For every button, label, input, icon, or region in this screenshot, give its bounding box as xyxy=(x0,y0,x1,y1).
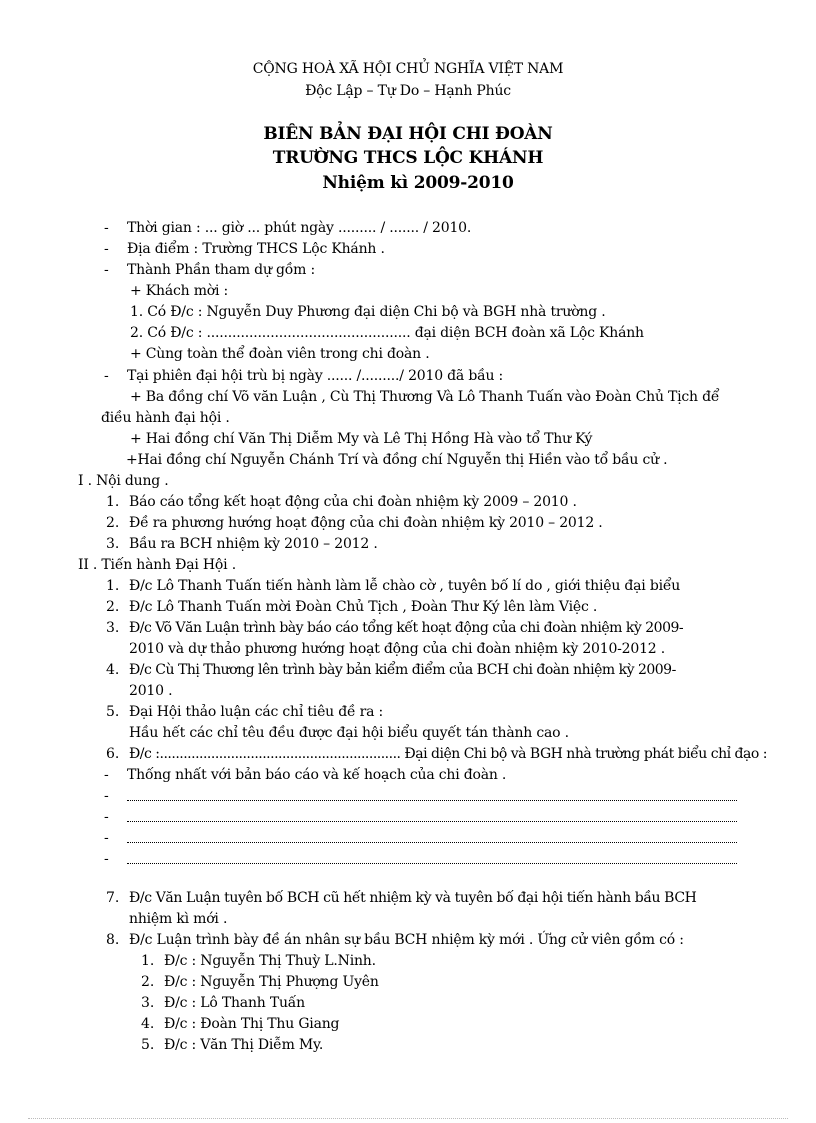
proceeding-7-line1: Đ/c Văn Luận tuyên bố BCH cũ hết nhiệm kỳ và tuyên bố đại hội tiến hành bầu BCH xyxy=(129,890,697,906)
list-number: 2. xyxy=(106,599,120,615)
blank-dotted-line xyxy=(127,863,737,864)
proceeding-2: Đ/c Lô Thanh Tuấn mời Đoàn Chủ Tịch , Đoàn Thư Ký lên làm Việc . xyxy=(129,599,598,615)
list-number: 1. xyxy=(141,953,155,969)
proceeding-3-line1: Đ/c Võ Văn Luận trình bày báo cáo tổng kết hoạt động của chi đoàn nhiệm kỳ 2009- xyxy=(129,620,684,636)
session-intro: Tại phiên đại hội trù bị ngày ...... /........./ 2010 đã bầu : xyxy=(127,368,504,384)
list-item: Báo cáo tổng kết hoạt động của chi đoàn nhiệm kỳ 2009 – 2010 . xyxy=(129,494,577,510)
page-bottom-rule xyxy=(28,1118,788,1119)
nation-header: CỘNG HOÀ XÃ HỘI CHỦ NGHĨA VIỆT NAM xyxy=(252,61,564,77)
presidium-line2: điều hành đại hội . xyxy=(101,410,230,426)
bullet-dash: - xyxy=(104,851,109,867)
blank-dotted-line xyxy=(127,821,737,822)
members-intro: Thành Phần tham dự gồm : xyxy=(127,262,315,278)
guest-1: 1. Có Đ/c : Nguyễn Duy Phương đại diện Chi bộ và BGH nhà trường . xyxy=(130,304,606,320)
list-number: 2. xyxy=(106,515,120,531)
proceeding-6: Đ/c :............................................................. Đại diện Chi bộ và BGH nhà trường phát biểu chỉ đạo : xyxy=(129,746,767,762)
proceeding-7-line2: nhiệm kì mới . xyxy=(129,911,228,927)
list-number: 2. xyxy=(141,974,155,990)
bullet-dash: - xyxy=(104,767,109,783)
list-number: 5. xyxy=(141,1037,155,1053)
list-number: 5. xyxy=(106,704,120,720)
blank-dotted-line xyxy=(127,842,737,843)
meeting-place: Địa điểm : Trường THCS Lộc Khánh . xyxy=(127,241,385,257)
list-number: 3. xyxy=(106,620,120,636)
list-item: Bầu ra BCH nhiệm kỳ 2010 – 2012 . xyxy=(129,536,378,552)
blank-dotted-line xyxy=(127,800,737,801)
doc-title-line2: TRƯỜNG THCS LỘC KHÁNH xyxy=(272,148,544,168)
list-number: 4. xyxy=(106,662,120,678)
bullet-dash: - xyxy=(104,788,109,804)
proceeding-1: Đ/c Lô Thanh Tuấn tiến hành làm lễ chào cờ , tuyên bố lí do , giới thiệu đại biểu xyxy=(129,578,681,594)
candidate-item: Đ/c : Văn Thị Diễm My. xyxy=(164,1037,324,1053)
doc-title-line1: BIÊN BẢN ĐẠI HỘI CHI ĐOÀN xyxy=(263,124,553,144)
meeting-time: Thời gian : ... giờ ... phút ngày ......... / ....... / 2010. xyxy=(127,220,472,236)
presidium-line1: + Ba đồng chí Võ văn Luận , Cù Thị Thương Và Lô Thanh Tuấn vào Đoàn Chủ Tịch để xyxy=(130,389,720,405)
proceeding-5-line1: Đại Hội thảo luận các chỉ tiêu đề ra : xyxy=(129,704,384,720)
list-number: 3. xyxy=(106,536,120,552)
candidate-item: Đ/c : Nguyễn Thị Phượng Uyên xyxy=(164,974,379,990)
list-number: 4. xyxy=(141,1016,155,1032)
list-number: 1. xyxy=(106,578,120,594)
proceeding-4-line2: 2010 . xyxy=(129,683,173,699)
list-number: 8. xyxy=(106,932,120,948)
guest-2: 2. Có Đ/c : ................................................ đại diện BCH đoàn xã Lộc Khánh xyxy=(130,325,644,341)
all-members: + Cùng toàn thể đoàn viên trong chi đoàn . xyxy=(130,346,430,362)
list-number: 7. xyxy=(106,890,120,906)
counting-line: +Hai đồng chí Nguyễn Chánh Trí và đồng chí Nguyễn thị Hiền vào tổ bầu cử . xyxy=(126,452,668,468)
candidate-item: Đ/c : Lô Thanh Tuấn xyxy=(164,995,305,1011)
candidate-item: Đ/c : Nguyễn Thị Thuỳ L.Ninh. xyxy=(164,953,376,969)
doc-title-term: Nhiệm kì 2009-2010 xyxy=(322,173,514,193)
section-1-heading: I . Nội dung . xyxy=(78,473,169,489)
list-item: Đề ra phương hướng hoạt động của chi đoàn nhiệm kỳ 2010 – 2012 . xyxy=(129,515,603,531)
proceeding-4-line1: Đ/c Cù Thị Thương lên trình bày bản kiểm điểm của BCH chi đoàn nhiệm kỳ 2009- xyxy=(129,662,676,678)
section-2-heading: II . Tiến hành Đại Hội . xyxy=(78,557,236,573)
bullet-dash: - xyxy=(104,262,109,278)
proceeding-5-line2: Hầu hết các chỉ têu đều được đại hội biểu quyết tán thành cao . xyxy=(129,725,569,741)
bullet-dash: - xyxy=(104,809,109,825)
proceeding-3-line2: 2010 và dự thảo phương hướng hoạt động của chi đoàn nhiệm kỳ 2010-2012 . xyxy=(129,641,666,657)
agreement-line: Thống nhất với bản báo cáo và kế hoạch của chi đoàn . xyxy=(127,767,507,783)
proceeding-8: Đ/c Luận trình bày đề án nhân sự bầu BCH nhiệm kỳ mới . Ứng cử viên gồm có : xyxy=(129,932,684,948)
list-number: 6. xyxy=(106,746,120,762)
bullet-dash: - xyxy=(104,241,109,257)
guests-label: + Khách mời : xyxy=(130,283,229,299)
list-number: 3. xyxy=(141,995,155,1011)
list-number: 1. xyxy=(106,494,120,510)
secretary-line: + Hai đồng chí Văn Thị Diễm My và Lê Thị Hồng Hà vào tổ Thư Ký xyxy=(130,431,593,447)
bullet-dash: - xyxy=(104,220,109,236)
motto: Độc Lập – Tự Do – Hạnh Phúc xyxy=(305,83,511,99)
bullet-dash: - xyxy=(104,368,109,384)
bullet-dash: - xyxy=(104,830,109,846)
candidate-item: Đ/c : Đoàn Thị Thu Giang xyxy=(164,1016,340,1032)
